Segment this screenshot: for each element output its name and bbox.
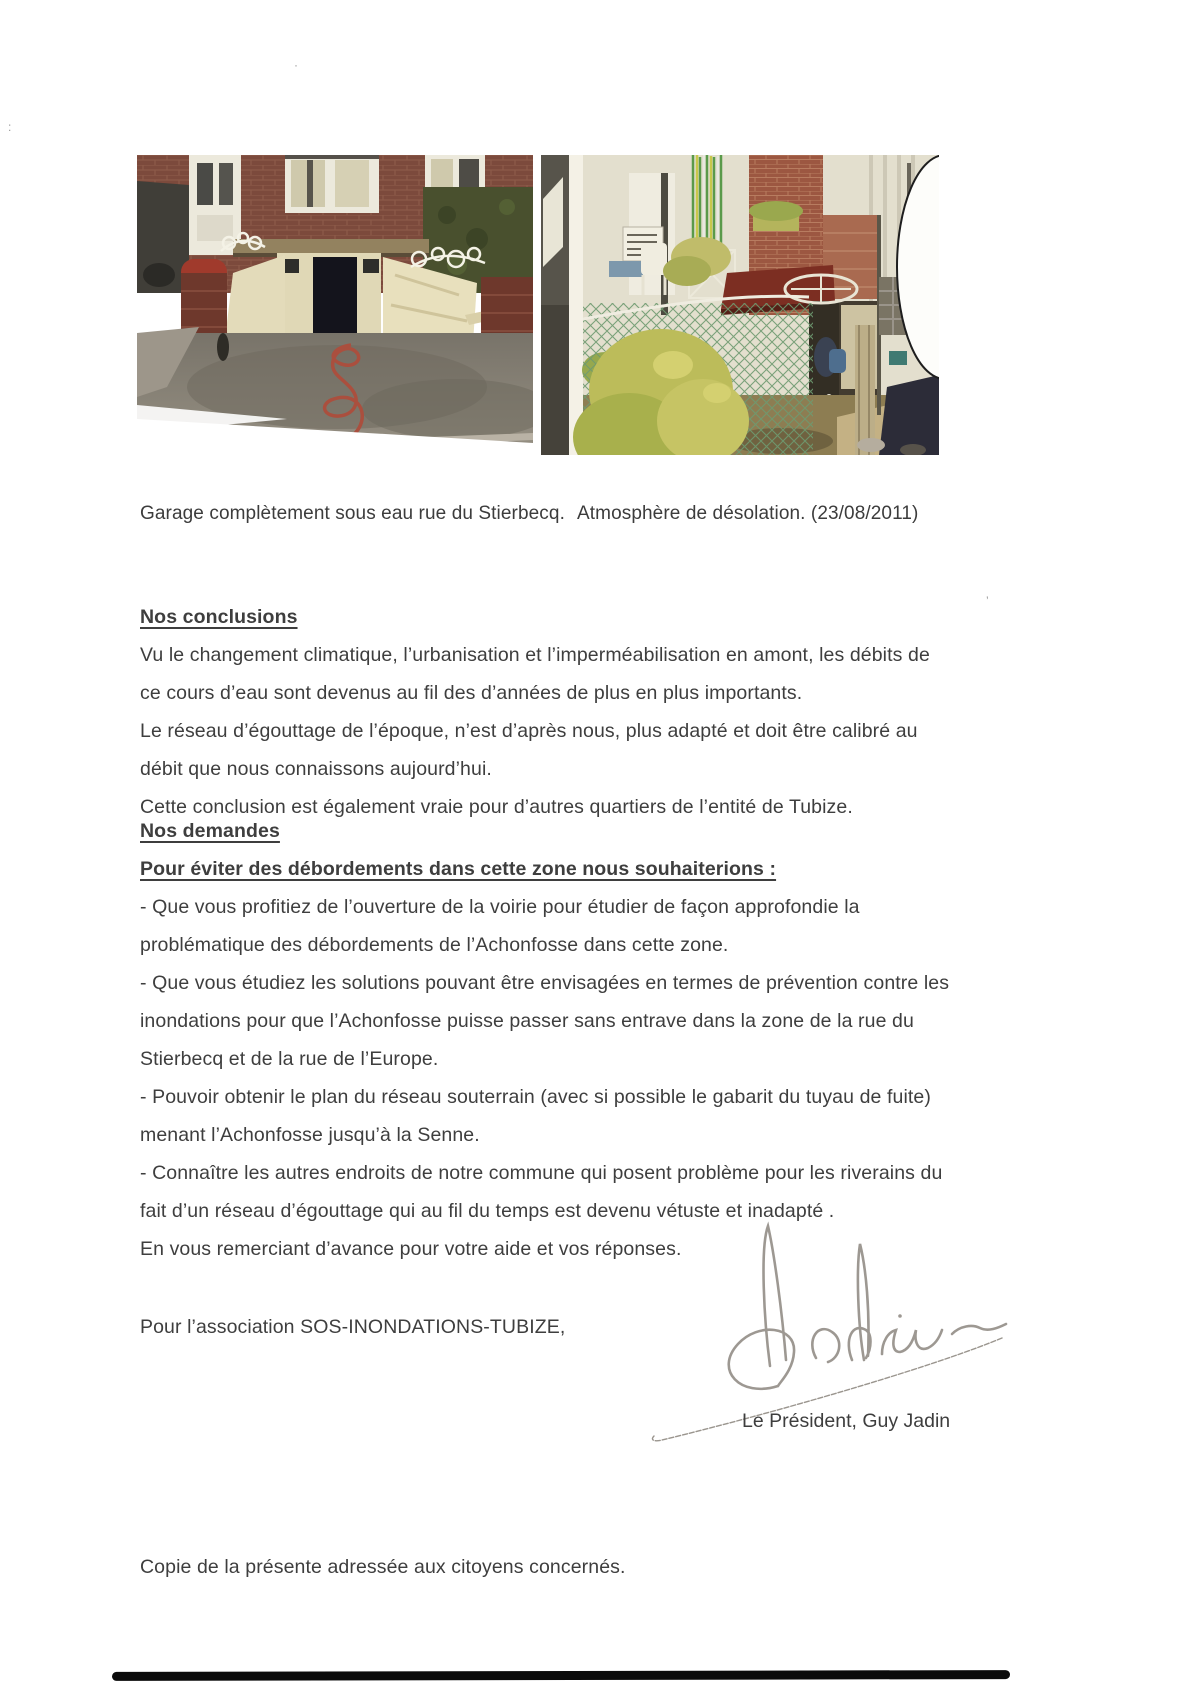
scan-speck: : <box>8 120 12 134</box>
scan-speck: ’ <box>986 594 989 608</box>
body-line: - Pouvoir obtenir le plan du réseau souterrain (avec si possible le gabarit du tuyau de fuite) <box>140 1086 931 1108</box>
person-clothing <box>879 375 939 455</box>
body-line: - Connaître les autres endroits de notre commune qui posent problème pour les riverains du <box>140 1162 943 1184</box>
desolation-photo <box>541 155 939 455</box>
body-line: Vu le changement climatique, l’urbanisation et l’imperméabilisation en amont, les débits de <box>140 644 930 666</box>
body-line: Le réseau d’égouttage de l’époque, n’est d’après nous, plus adapté et doit être calibré au <box>140 720 918 742</box>
body-line: ce cours d’eau sont devenus au fil des d’années de plus en plus importants. <box>140 682 803 704</box>
scan-speck: · <box>294 58 298 72</box>
photo-caption-left: Garage complètement sous eau rue du Stierbecq. <box>140 503 565 524</box>
body-line: inondations pour que l’Achonfosse puisse passer sans entrave dans la zone de la rue du <box>140 1010 914 1032</box>
letter-body <box>140 598 949 1230</box>
body-line: problématique des débordements de l’Achonfosse dans cette zone. <box>140 934 729 956</box>
demandes-subheading: Pour éviter des débordements dans cette zone nous souhaiterions : <box>140 858 777 880</box>
photo-caption-right: Atmosphère de désolation. (23/08/2011) <box>577 503 919 524</box>
body-line: menant l’Achonfosse jusqu’à la Senne. <box>140 1124 480 1146</box>
copy-note-line: Copie de la présente adressée aux citoyens concernés. <box>140 1556 626 1578</box>
body-line: Stierbecq et de la rue de l’Europe. <box>140 1048 439 1070</box>
scan-edge-bar <box>112 1670 1010 1681</box>
body-line: - Que vous profitiez de l’ouverture de la voirie pour étudier de façon approfondie la <box>140 896 860 918</box>
association-line: Pour l’association SOS-INONDATIONS-TUBIZE, <box>140 1316 566 1338</box>
body-line: débit que nous connaissons aujourd’hui. <box>140 758 492 780</box>
flooded-garage-photo <box>137 155 533 460</box>
conclusions-heading: Nos conclusions <box>140 606 298 628</box>
flooded-garage-illustration <box>137 155 533 460</box>
signer-line: Le Président, Guy Jadin <box>742 1410 951 1432</box>
thanks-line: En vous remerciant d’avance pour votre aide et vos réponses. <box>140 1238 682 1260</box>
left-edge-strip <box>541 155 583 455</box>
body-line: fait d’un réseau d’égouttage qui au fil du temps est devenu vétuste et inadapté . <box>140 1200 835 1222</box>
body-line: - Que vous étudiez les solutions pouvant être envisagées en termes de prévention contre les <box>140 972 950 994</box>
wet-road <box>137 327 533 460</box>
body-line: Cette conclusion est également vraie pour d’autres quartiers de l’entité de Tubize. <box>140 796 853 818</box>
desolation-illustration <box>541 155 939 455</box>
demandes-heading: Nos demandes <box>140 820 280 842</box>
